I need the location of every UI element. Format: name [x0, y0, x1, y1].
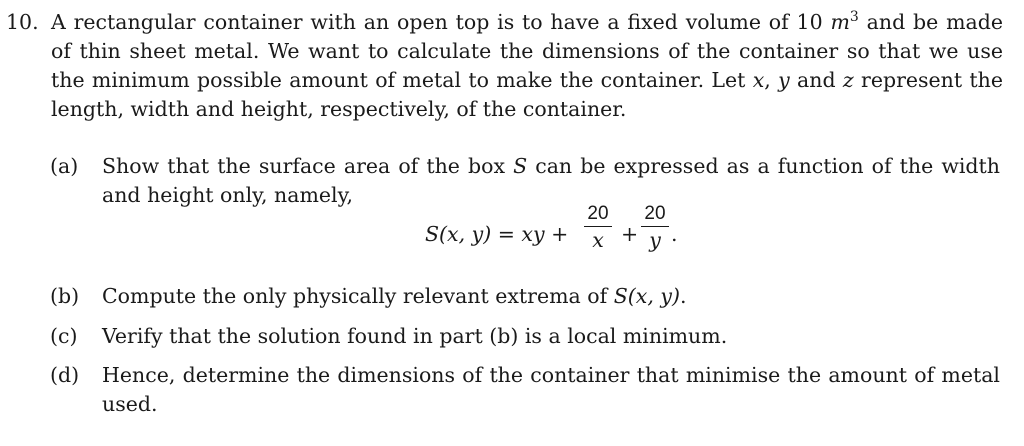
- formula-period: .: [671, 222, 678, 246]
- fraction-20-over-y: 20 y: [640, 203, 670, 251]
- part-b-label: (b): [50, 284, 80, 308]
- question-line-2: of thin sheet metal. We want to calculate the dimensions of the container so that we use: [51, 39, 1003, 63]
- part-a-line-1: Show that the surface area of the box S can be expressed as a function of the width: [102, 154, 1000, 178]
- fraction-20-over-x: 20 x: [583, 203, 613, 251]
- part-c-label: (c): [50, 324, 78, 348]
- unit-m: m: [830, 10, 850, 34]
- part-c-text: Verify that the solution found in part (b) is a local minimum.: [102, 324, 728, 348]
- part-d-text: [102, 361, 1000, 419]
- fraction-bar: [641, 226, 669, 227]
- part-a-text: [102, 152, 1000, 210]
- unit-exponent: 3: [849, 9, 859, 25]
- part-a-label: (a): [50, 154, 79, 178]
- problem-page: 10. A rectangular container with an open top is to have a fixed volume of 10 $m^3$ and be made of thin sheet metal. We want to calculate the dimensions of the container so that we use the minimum possible amount of metal to make the container. Let x, y and z represent the length, width and height, respectively, of the container. (a) Show that the surface area of the box S can be expressed as a function of the width and height only, namely, S(x, y) = xy + 20 x + 20 y . (b) Compute the only physically relevant extrema of S(x, y). (c) Verify that the solution found in part (b) is a local minimum. (d) Hence, determine the dimensions of the container that minimise the amount of metal used.: [0, 0, 1024, 446]
- part-d-line-2: used.: [102, 392, 158, 416]
- part-d-line-1: Hence, determine the dimensions of the container that minimise the amount of metal: [102, 363, 1000, 387]
- part-d-label: (d): [50, 363, 80, 387]
- question-statement: [51, 8, 1003, 124]
- question-line-3: the minimum possible amount of metal to make the container. Let x, y and z represent the: [51, 68, 1003, 92]
- question-number: 10.: [6, 10, 39, 34]
- part-b-text: Compute the only physically relevant extrema of S(x, y).: [102, 284, 687, 308]
- part-c: [50, 322, 1000, 352]
- part-a: [50, 152, 1000, 212]
- part-a-line-2: and height only, namely,: [102, 183, 353, 207]
- question-line-1: A rectangular container with an open top is to have a fixed volume of 10 $m^3$ and be made: [51, 9, 1003, 34]
- formula-lhs-args: (x, y) = xy +: [439, 222, 569, 246]
- part-b: [50, 282, 1000, 312]
- part-d: [50, 361, 1000, 421]
- fraction-bar: [584, 226, 612, 227]
- question-line-4: length, width and height, respectively, of the container.: [51, 97, 627, 121]
- formula-plus: +: [621, 222, 639, 246]
